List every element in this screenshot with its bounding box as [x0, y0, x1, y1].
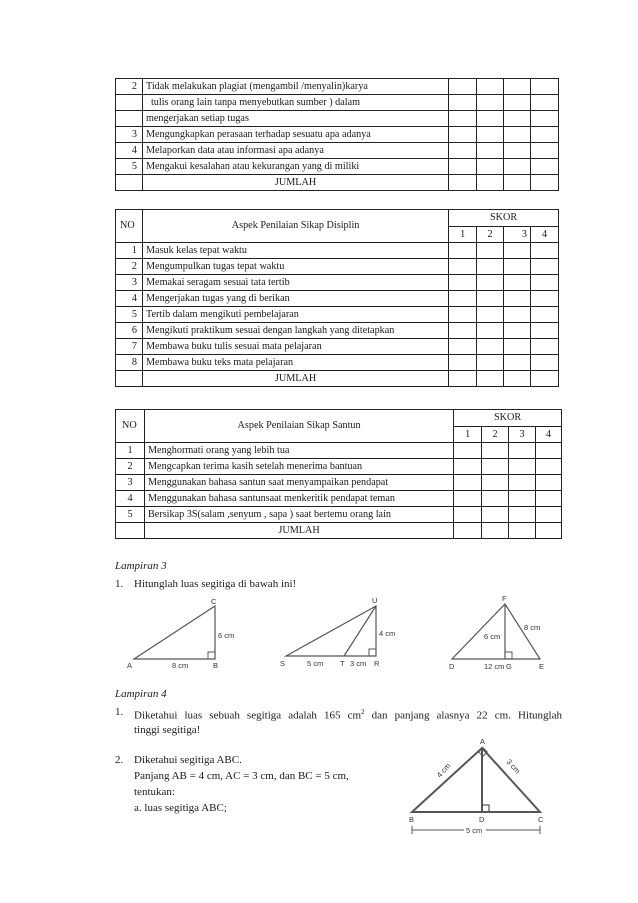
- row-number: 7: [116, 339, 143, 355]
- row-aspect: Menggunakan bahasa santun saat menyampaikan pendapat: [144, 475, 453, 491]
- lampiran-4-question-2-line1: Diketahui segitiga ABC.: [134, 754, 242, 766]
- column-header-no: NO: [116, 410, 145, 443]
- row-aspect: Mengerjakan tugas yang di berikan: [142, 291, 448, 307]
- table-row: [116, 159, 559, 175]
- row-aspect: Membawa buku tulis sesuai mata pelajaran: [142, 339, 448, 355]
- height-label: 4 cm: [379, 629, 396, 638]
- vertex-d: D: [449, 662, 455, 671]
- score-col: 3: [504, 227, 531, 243]
- table-row: [116, 443, 562, 459]
- table-row: [116, 143, 559, 159]
- score-col: 4: [536, 427, 562, 443]
- total-label: JUMLAH: [142, 371, 448, 387]
- total-row: [116, 523, 562, 539]
- column-header-score: SKOR: [454, 410, 562, 427]
- score-col: 1: [454, 427, 482, 443]
- vertex-a: A: [480, 737, 486, 746]
- row-number: 3: [116, 127, 143, 143]
- height-label: 6 cm: [484, 632, 501, 641]
- row-aspect: Masuk kelas tepat waktu: [142, 243, 448, 259]
- column-header-score: SKOR: [449, 210, 559, 227]
- row-number: 1: [116, 443, 145, 459]
- row-aspect: Tertib dalam mengikuti pembelajaran: [142, 307, 448, 323]
- row-aspect: Mengungkapkan perasaan terhadap sesuatu apa adanya: [142, 127, 448, 143]
- row-number: 5: [116, 507, 145, 523]
- vertex-f: F: [502, 594, 507, 603]
- question-number: 1.: [115, 578, 124, 590]
- row-aspect: Menghormati orang yang lebih tua: [144, 443, 453, 459]
- lampiran-4-question-2-line2: Panjang AB = 4 cm, AC = 3 cm, dan BC = 5 cm,: [134, 770, 349, 782]
- row-number: 5: [116, 159, 143, 175]
- vertex-c: C: [211, 597, 217, 606]
- table-row: [116, 475, 562, 491]
- discipline-table: [115, 209, 559, 387]
- table-row: [116, 291, 559, 307]
- row-aspect: Bersikap 3S(salam ,senyum , sapa ) saat bertemu orang lain: [144, 507, 453, 523]
- table-row: [116, 275, 559, 291]
- row-aspect: Melaporkan data atau informasi apa adanya: [142, 143, 448, 159]
- height-label: 6 cm: [218, 631, 235, 640]
- column-header-no: NO: [116, 210, 143, 243]
- vertex-g: G: [506, 662, 512, 671]
- row-aspect: Mengikuti praktikum sesuai dengan langkah yang ditetapkan: [142, 323, 448, 339]
- table-row: [116, 243, 559, 259]
- row-number: 3: [116, 475, 145, 491]
- row-aspect: Mengcapkan terima kasih setelah menerima bantuan: [144, 459, 453, 475]
- row-aspect: tulis orang lain tanpa menyebutkan sumber ) dalam: [142, 95, 448, 111]
- column-header-aspect: Aspek Penilaian Sikap Disiplin: [142, 210, 448, 243]
- total-label: JUMLAH: [142, 175, 448, 191]
- total-row: [116, 175, 559, 191]
- vertex-t: T: [340, 659, 345, 668]
- ab-label: 4 cm: [434, 761, 453, 780]
- row-number: 4: [116, 491, 145, 507]
- tr-label: 3 cm: [350, 659, 367, 668]
- side-label: 8 cm: [524, 623, 541, 632]
- bc-label: 5 cm: [466, 826, 483, 835]
- row-aspect: Menggunakan bahasa santunsaat menkeritik pendapat teman: [144, 491, 453, 507]
- table-row: [116, 111, 559, 127]
- row-number: 5: [116, 307, 143, 323]
- total-label: JUMLAH: [144, 523, 453, 539]
- vertex-e: E: [539, 662, 545, 671]
- lampiran-4-question-2-line3: tentukan:: [134, 786, 175, 798]
- triangle-def-figure: [440, 592, 560, 678]
- column-header-aspect: Aspek Penilaian Sikap Santun: [144, 410, 453, 443]
- score-col: 2: [482, 427, 509, 443]
- superscript: 2: [361, 708, 365, 716]
- vertex-c: C: [538, 815, 544, 824]
- row-aspect: Mengakui kesalahan atau kekurangan yang di miliki: [142, 159, 448, 175]
- politeness-table: [115, 409, 562, 539]
- row-number: 4: [116, 143, 143, 159]
- table-row: [116, 339, 559, 355]
- lampiran-4-question-1: [134, 704, 562, 724]
- row-aspect: mengerjakan setiap tugas: [142, 111, 448, 127]
- table-row: [116, 95, 559, 111]
- question-number: 2.: [115, 754, 124, 766]
- row-aspect: Memakai seragam sesuai tata tertib: [142, 275, 448, 291]
- table-row: [116, 127, 559, 143]
- st-label: 5 cm: [307, 659, 324, 668]
- triangle-stu-figure: [278, 594, 408, 674]
- lampiran-4-question-2-line4: a. luas segitiga ABC;: [134, 802, 227, 814]
- lampiran-4-question-1-line2: tinggi segitiga!: [134, 724, 201, 736]
- question-text: dan panjang alasnya 22 cm. Hitunglah: [364, 709, 562, 722]
- table-row: [116, 79, 559, 95]
- vertex-b: B: [409, 815, 415, 824]
- row-number: 2: [116, 459, 145, 475]
- row-number: 2: [116, 259, 143, 275]
- vertex-a: A: [127, 661, 133, 670]
- total-row: [116, 371, 559, 387]
- score-col: 2: [477, 227, 504, 243]
- score-col: 4: [531, 227, 559, 243]
- vertex-r: R: [374, 659, 380, 668]
- row-aspect: Mengumpulkan tugas tepat waktu: [142, 259, 448, 275]
- row-number: 2: [116, 79, 143, 95]
- lampiran-4-title: Lampiran 4: [115, 688, 167, 700]
- table-row: [116, 259, 559, 275]
- ac-label: 3 cm: [504, 757, 523, 776]
- triangle-abc-altitude-figure: [402, 734, 552, 838]
- table-row: [116, 355, 559, 371]
- honesty-table: [115, 78, 559, 191]
- row-number: 6: [116, 323, 143, 339]
- table-row: [116, 459, 562, 475]
- base-label: 8 cm: [172, 661, 189, 670]
- question-text: Diketahui luas sebuah segitiga adalah 165 cm: [134, 709, 362, 722]
- row-number: 3: [116, 275, 143, 291]
- table-row: [116, 307, 559, 323]
- vertex-u: U: [372, 596, 378, 605]
- row-number: 1: [116, 243, 143, 259]
- lampiran-3-title: Lampiran 3: [115, 560, 167, 572]
- lampiran-3-question: Hitunglah luas segitiga di bawah ini!: [134, 578, 297, 590]
- table-row: [116, 491, 562, 507]
- base-label: 12 cm: [484, 662, 505, 671]
- table-row: [116, 323, 559, 339]
- table-row: [116, 507, 562, 523]
- score-col: 3: [509, 427, 536, 443]
- row-number: 4: [116, 291, 143, 307]
- triangle-abc-figure: [122, 596, 250, 676]
- row-aspect: Membawa buku teks mata pelajaran: [142, 355, 448, 371]
- row-aspect: Tidak melakukan plagiat (mengambil /menyalin)karya: [142, 79, 448, 95]
- row-number: 8: [116, 355, 143, 371]
- score-col: 1: [449, 227, 477, 243]
- vertex-s: S: [280, 659, 286, 668]
- question-number: 1.: [115, 706, 124, 718]
- vertex-b: B: [213, 661, 219, 670]
- vertex-d: D: [479, 815, 485, 824]
